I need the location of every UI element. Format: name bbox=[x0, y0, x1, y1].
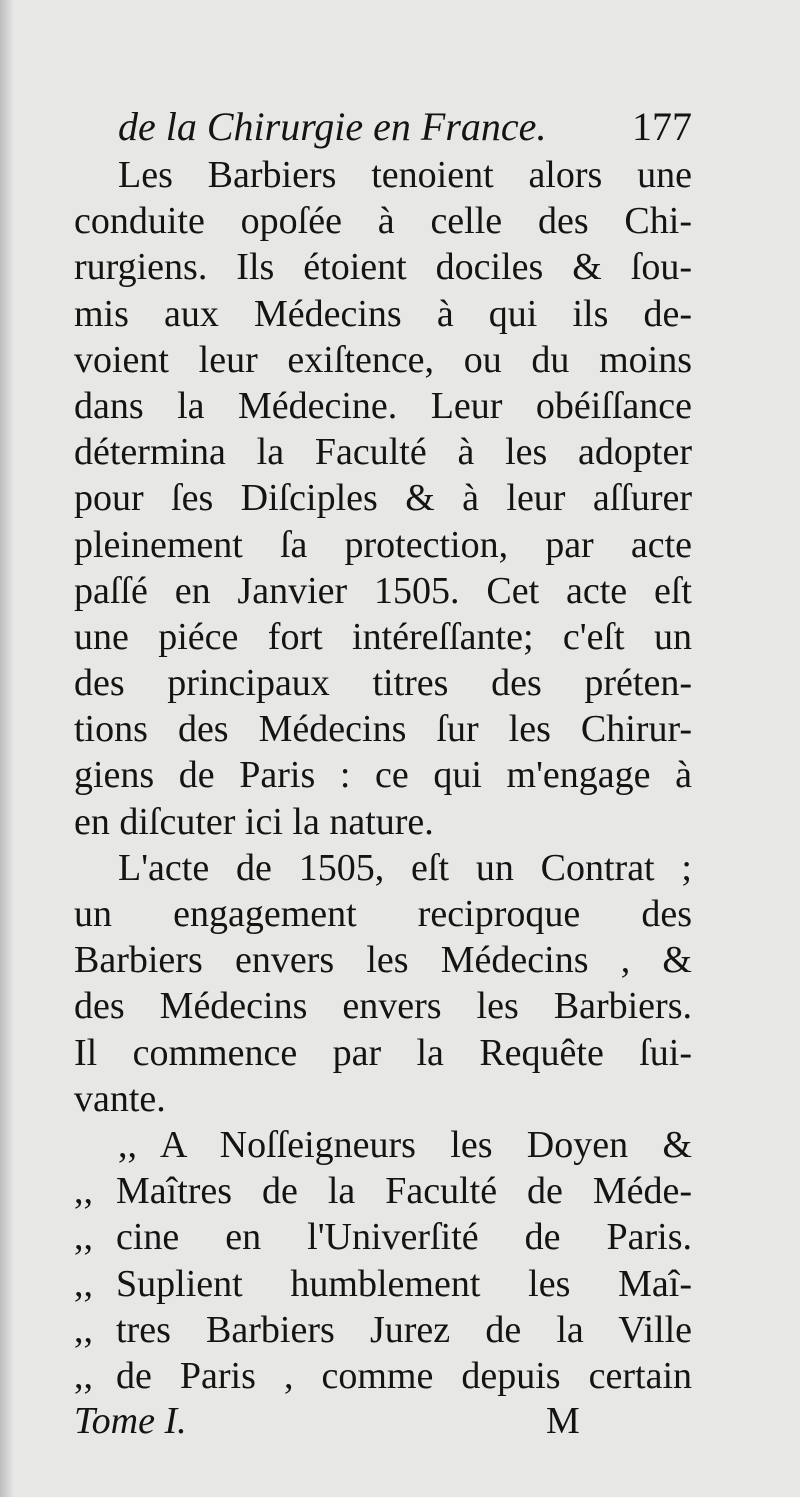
quote-line-text: Maîtres de la Faculté de Méde- bbox=[116, 1170, 692, 1213]
text-line: voient leur exiſtence, ou du moins bbox=[74, 338, 692, 381]
signature-mark: M bbox=[546, 1400, 580, 1442]
text-line: une piéce fort intéreſſante; c'eſt un bbox=[74, 615, 692, 658]
page-number: 177 bbox=[632, 104, 692, 149]
paragraph-2 bbox=[74, 845, 692, 1122]
quote-line bbox=[74, 1168, 692, 1214]
body-text bbox=[74, 152, 692, 1399]
text-line: giens de Paris : ce qui m'engage à bbox=[74, 754, 692, 797]
quote-line bbox=[74, 1214, 692, 1260]
text-line: en diſcuter ici la nature. bbox=[74, 800, 434, 843]
quote-mark: ,, bbox=[74, 1308, 93, 1351]
quote-line-text: cine en l'Univerſité de Paris. bbox=[116, 1216, 692, 1259]
text-line: un engagement reciproque des bbox=[74, 893, 692, 935]
text-line: pleinement ſa protection, par acte bbox=[74, 523, 692, 566]
page-gutter-shadow bbox=[0, 0, 14, 1497]
text-line: des Médecins envers les Barbiers. bbox=[74, 985, 692, 1028]
page-header bbox=[118, 100, 692, 154]
quote-mark: ,, bbox=[74, 1216, 93, 1259]
quote-line bbox=[74, 1261, 692, 1307]
text-line: vante. bbox=[74, 1077, 166, 1120]
quote-mark: ,, bbox=[74, 1262, 93, 1305]
quote-line bbox=[74, 1353, 692, 1399]
text-line: détermina la Faculté à les adopter bbox=[74, 431, 692, 474]
text-line: rurgiens. Ils étoient dociles & ſou- bbox=[74, 246, 692, 289]
quote-line-text: de Paris , comme depuis certain bbox=[116, 1354, 692, 1397]
text-line: Il commence par la Requête ſui- bbox=[74, 1031, 692, 1074]
page-footer bbox=[74, 1396, 692, 1446]
text-line: tions des Médecins ſur les Chirur- bbox=[74, 708, 692, 751]
quote-mark: ,, bbox=[118, 1123, 137, 1166]
text-line: Barbiers envers les Médecins , & bbox=[74, 939, 692, 982]
quote-line-text: Suplient humblement les Maî- bbox=[116, 1262, 692, 1305]
text-line: des principaux titres des préten- bbox=[74, 662, 692, 705]
text-line: conduite opoſée à celle des Chi- bbox=[74, 200, 692, 243]
text-line: L'acte de 1505, eſt un Contrat ; bbox=[118, 846, 692, 889]
quote-line-text: A Noſſeigneurs les Doyen & bbox=[160, 1123, 692, 1166]
volume-label: Tome I. bbox=[74, 1400, 187, 1442]
quote-line bbox=[74, 1122, 692, 1168]
text-line: mis aux Médecins à qui ils de- bbox=[74, 292, 692, 335]
text-line: Les Barbiers tenoient alors une bbox=[118, 154, 692, 196]
paragraph-1 bbox=[74, 152, 692, 845]
quote-line-text: tres Barbiers Jurez de la Ville bbox=[116, 1308, 692, 1351]
quote-mark: ,, bbox=[74, 1170, 93, 1213]
text-line: pour ſes Diſciples & à leur aſſurer bbox=[74, 477, 692, 520]
quote-line bbox=[74, 1307, 692, 1353]
running-title: de la Chirurgie en France. bbox=[118, 104, 547, 149]
text-line: paſſé en Janvier 1505. Cet acte eſt bbox=[74, 569, 692, 612]
quote-mark: ,, bbox=[74, 1354, 93, 1397]
text-line: dans la Médecine. Leur obéiſſance bbox=[74, 384, 692, 427]
quoted-petition bbox=[74, 1122, 692, 1399]
